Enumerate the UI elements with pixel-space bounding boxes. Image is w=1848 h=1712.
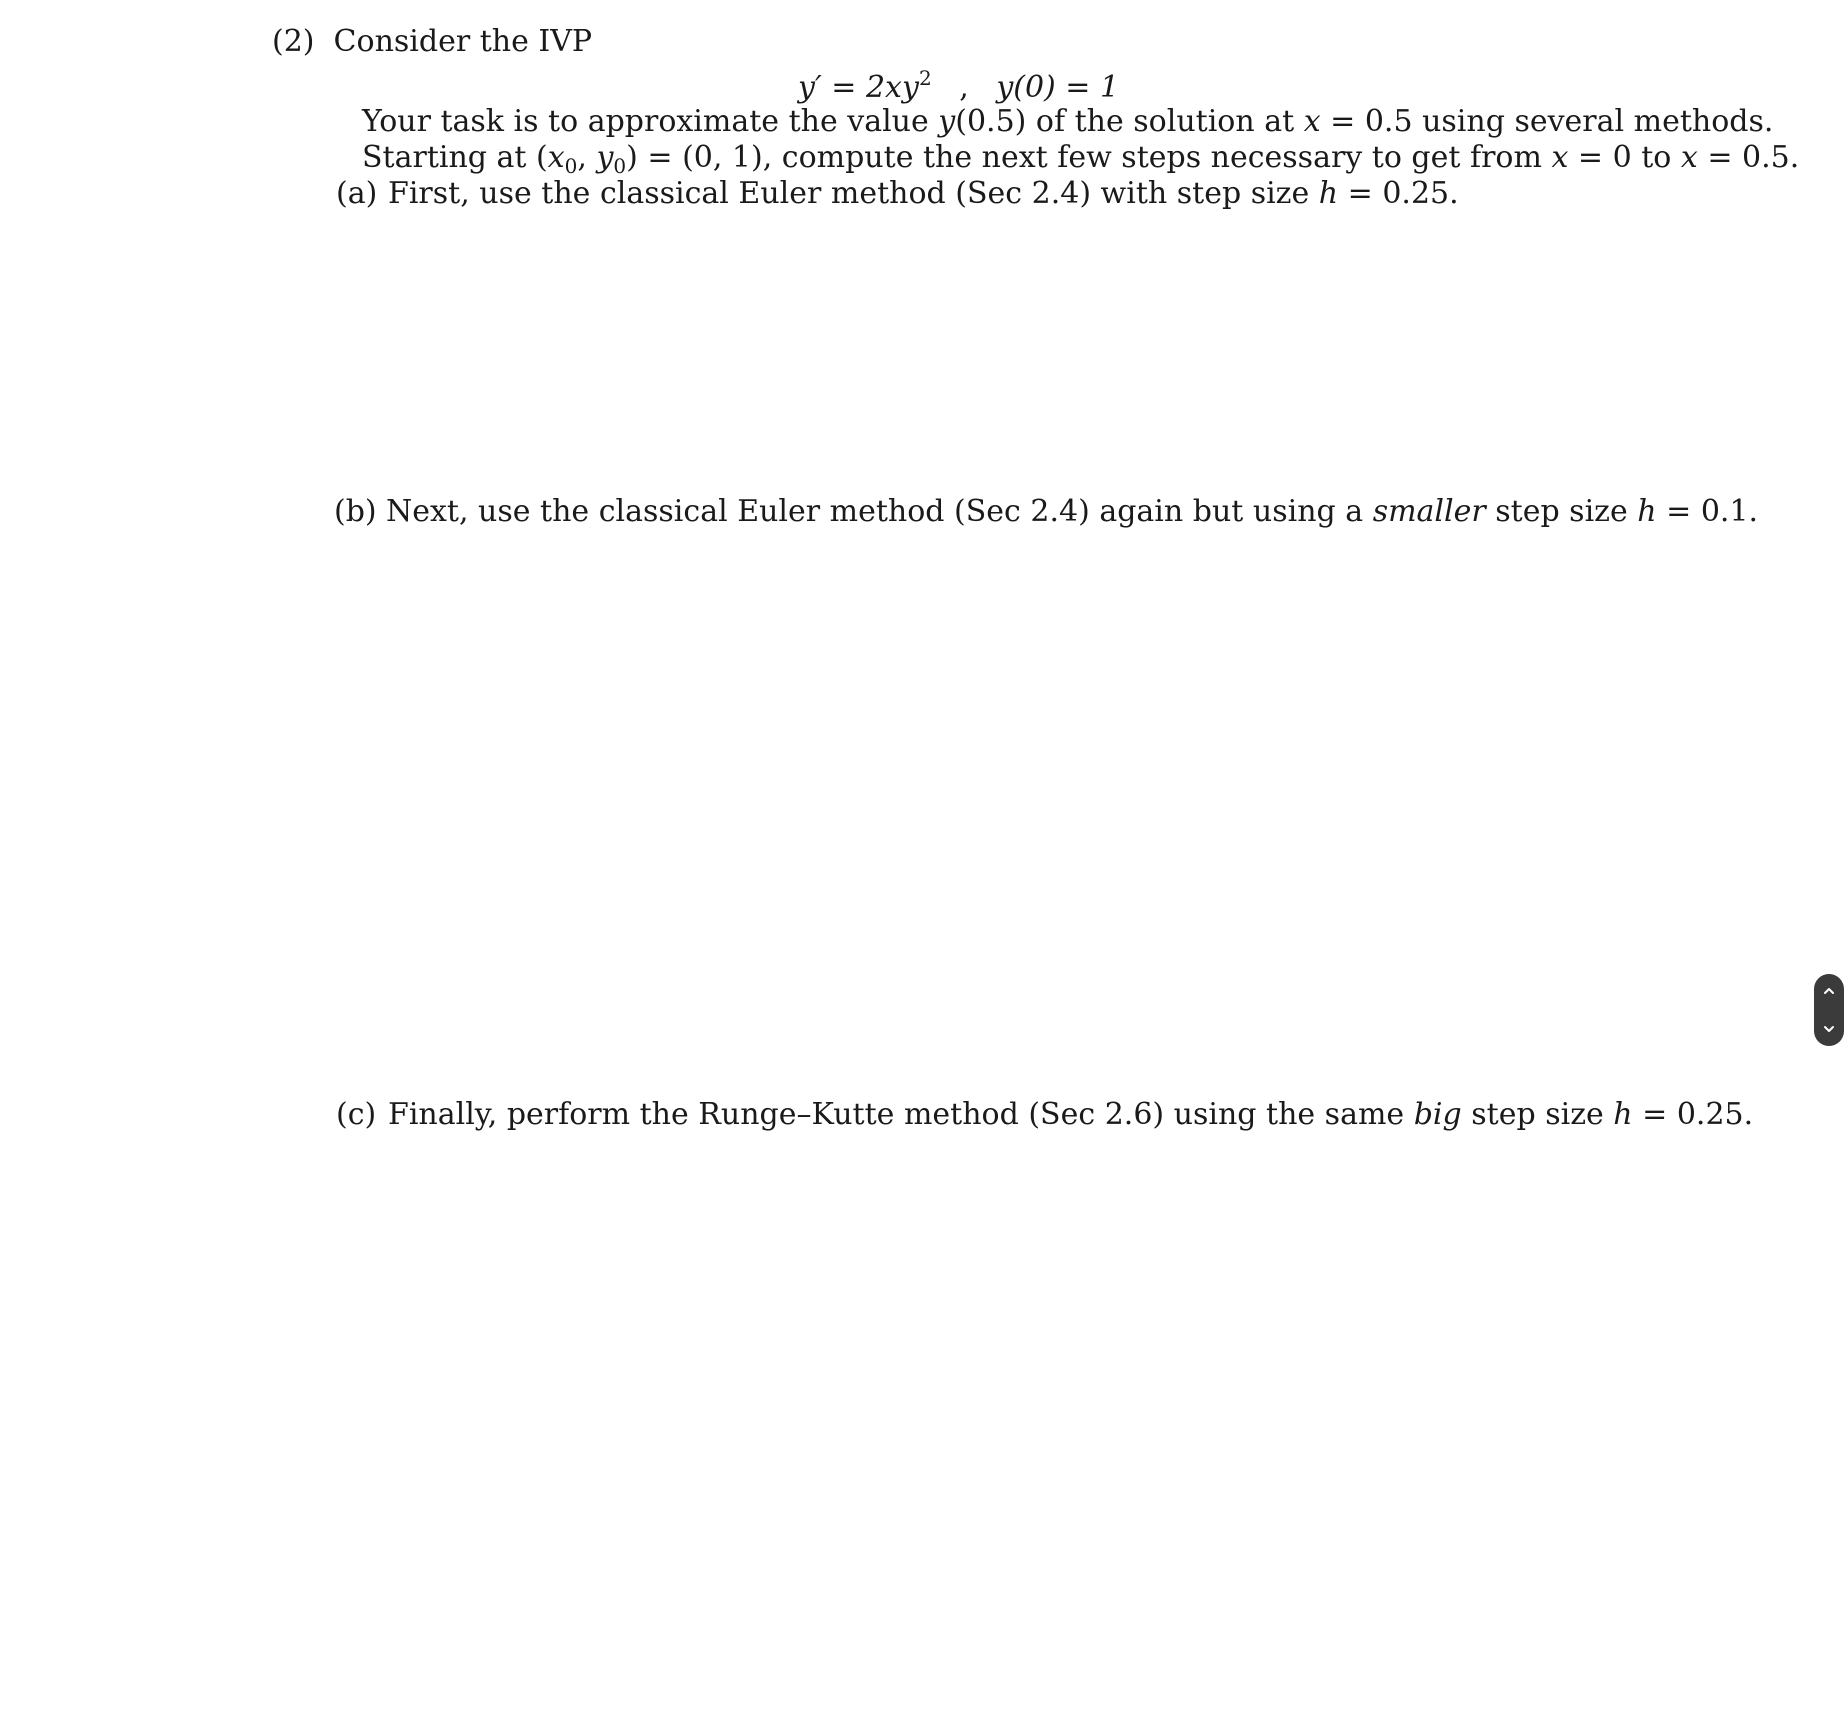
part-c-emph: big [1413, 1097, 1462, 1132]
intro2-x3: x [1680, 140, 1698, 175]
intro1-b: (0.5) of the solution at [955, 104, 1304, 139]
problem-number: (2) [272, 24, 315, 59]
intro2-y: y [596, 140, 614, 175]
problem-title: Consider the IVP [333, 24, 593, 59]
ivp-equation [798, 60, 1119, 106]
part-a-h: h [1318, 176, 1339, 211]
equation-separator: , [959, 70, 969, 105]
part-b-end: = 0.1. [1656, 494, 1759, 529]
intro2-comma: , [577, 140, 597, 175]
part-c-text2: step size [1461, 1097, 1614, 1132]
part-a-text: First, use the classical Euler method (Sec 2.4) with step size [388, 176, 1319, 211]
intro2-b: ) = (0, 1), compute the next few steps necessary to get from [626, 140, 1552, 175]
intro2-d: = 0.5. [1697, 140, 1800, 175]
intro2-a: Starting at ( [362, 140, 548, 175]
intro2-x-sub: 0 [564, 154, 578, 178]
intro1-y: y [938, 104, 956, 139]
intro2-x: x [547, 140, 565, 175]
part-b-h: h [1637, 494, 1657, 529]
part-b [334, 494, 1758, 530]
part-c-text: Finally, perform the Runge–Kutte method (Sec 2.6) using the same [388, 1097, 1414, 1132]
intro-line-1 [362, 104, 1773, 140]
intro2-y-sub: 0 [613, 154, 627, 178]
part-b-text: Next, use the classical Euler method (Sec 2.4) again but using a [386, 494, 1373, 529]
part-c-h: h [1613, 1097, 1633, 1132]
part-c-label: (c) [336, 1097, 377, 1132]
part-a-label: (a) [336, 176, 378, 211]
part-c [336, 1097, 1753, 1133]
problem-header [272, 24, 592, 60]
intro1-x: x [1303, 104, 1321, 139]
intro2-x2: x [1551, 140, 1569, 175]
part-b-emph: smaller [1372, 494, 1486, 529]
intro1-a: Your task is to approximate the value [362, 104, 939, 139]
part-b-text2: step size [1485, 494, 1638, 529]
part-a-end: = 0.25. [1338, 176, 1459, 211]
intro1-c: = 0.5 using several methods. [1320, 104, 1774, 139]
part-b-label: (b) [334, 494, 377, 529]
equation-initial-condition: y(0) = 1 [996, 70, 1120, 105]
page-scroll-widget[interactable] [1814, 974, 1844, 1046]
part-a [336, 176, 1459, 212]
equation-lhs: y′ = 2xy [798, 70, 919, 105]
equation-exponent: 2 [918, 66, 932, 90]
chevron-down-icon[interactable] [1822, 1022, 1836, 1036]
part-c-end: = 0.25. [1632, 1097, 1754, 1132]
chevron-up-icon[interactable] [1822, 984, 1836, 998]
intro2-c: = 0 to [1568, 140, 1681, 175]
